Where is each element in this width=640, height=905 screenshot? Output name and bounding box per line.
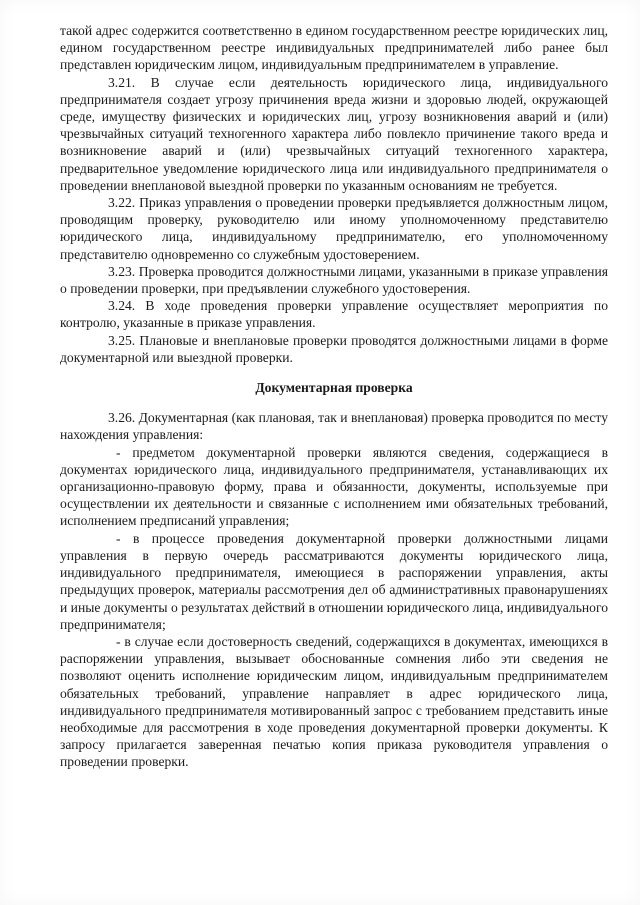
paragraph-3-24: 3.24. В ходе проведения проверки управление осуществляет мероприятия по контролю, указанные в приказе управления.: [60, 298, 608, 331]
paragraph-3-22: 3.22. Приказ управления о проведении проверки предъявляется должностным лицом, проводящим проверку, руководителю или иному уполномоченному представителю юридического лица, индивидуальному предпринимателю, его уполномоченному представителю одновременно со служебным удостоверением.: [60, 195, 608, 262]
paragraph-3-26: 3.26. Документарная (как плановая, так и внеплановая) проверка проводится по месту нахождения управления:: [60, 410, 608, 443]
list-item-1: - предметом документарной проверки являются сведения, содержащиеся в документах юридического лица, индивидуального предпринимателя, устанавливающих их организационно-правовую форму, права и обязанности, документы, используемые при осуществлении их деятельности и связанные с исполнением ими обязательных требований, исполнением предписаний управления;: [60, 444, 608, 529]
document-page: [60, 22, 608, 771]
paragraph-3-21: 3.21. В случае если деятельность юридического лица, индивидуального предпринимателя создает угрозу причинения вреда жизни и здоровью людей, окружающей среде, имуществу физических и юридических лиц, угрозу возникновения аварий и (или) чрезвычайных ситуаций техногенного характера либо повлекло причинение такого вреда и возникновение аварий и (или) чрезвычайных ситуаций техногенного характера, предварительное уведомление юридического лица или индивидуального предпринимателя о проведении внеплановой выездной проверки по указанным основаниям не требуется.: [60, 74, 608, 193]
list-item-2: - в процессе проведения документарной проверки должностными лицами управления в первую очередь рассматриваются документы юридического лица, индивидуального предпринимателя, имеющиеся в распоряжении управления, акты предыдущих проверок, материалы рассмотрения дел об административных правонарушениях и иные документы о результатах действий в отношении юридического лица, индивидуального предпринимателя;: [60, 530, 608, 632]
list-item-3: - в случае если достоверность сведений, содержащихся в документах, имеющихся в распоряжении управления, вызывает обоснованные сомнения либо эти сведения не позволяют оценить исполнение юридическим лицом, индивидуальным предпринимателем обязательных требований, управление направляет в адрес юридического лица, индивидуального предпринимателя мотивированный запрос с требованием представить иные необходимые для рассмотрения в ходе проведения документарной проверки документы. К запросу прилагается заверенная печатью копия приказа руководителя управления о проведении проверки.: [60, 633, 608, 770]
section-heading: Документарная проверка: [255, 380, 413, 396]
paragraph-3-23: 3.23. Проверка проводится должностными лицами, указанными в приказе управления о проведении проверки, при предъявлении служебного удостоверения.: [60, 263, 608, 297]
continuation-paragraph: такой адрес содержится соответственно в едином государственном реестре юридических лиц, едином государственном реестре индивидуальных предпринимателей либо ранее был представлен юридическим лицом, индивидуальным предпринимателем в управление.: [60, 23, 608, 73]
paragraph-3-25: 3.25. Плановые и внеплановые проверки проводятся должностными лицами в форме документарной или выездной проверки.: [60, 332, 608, 365]
